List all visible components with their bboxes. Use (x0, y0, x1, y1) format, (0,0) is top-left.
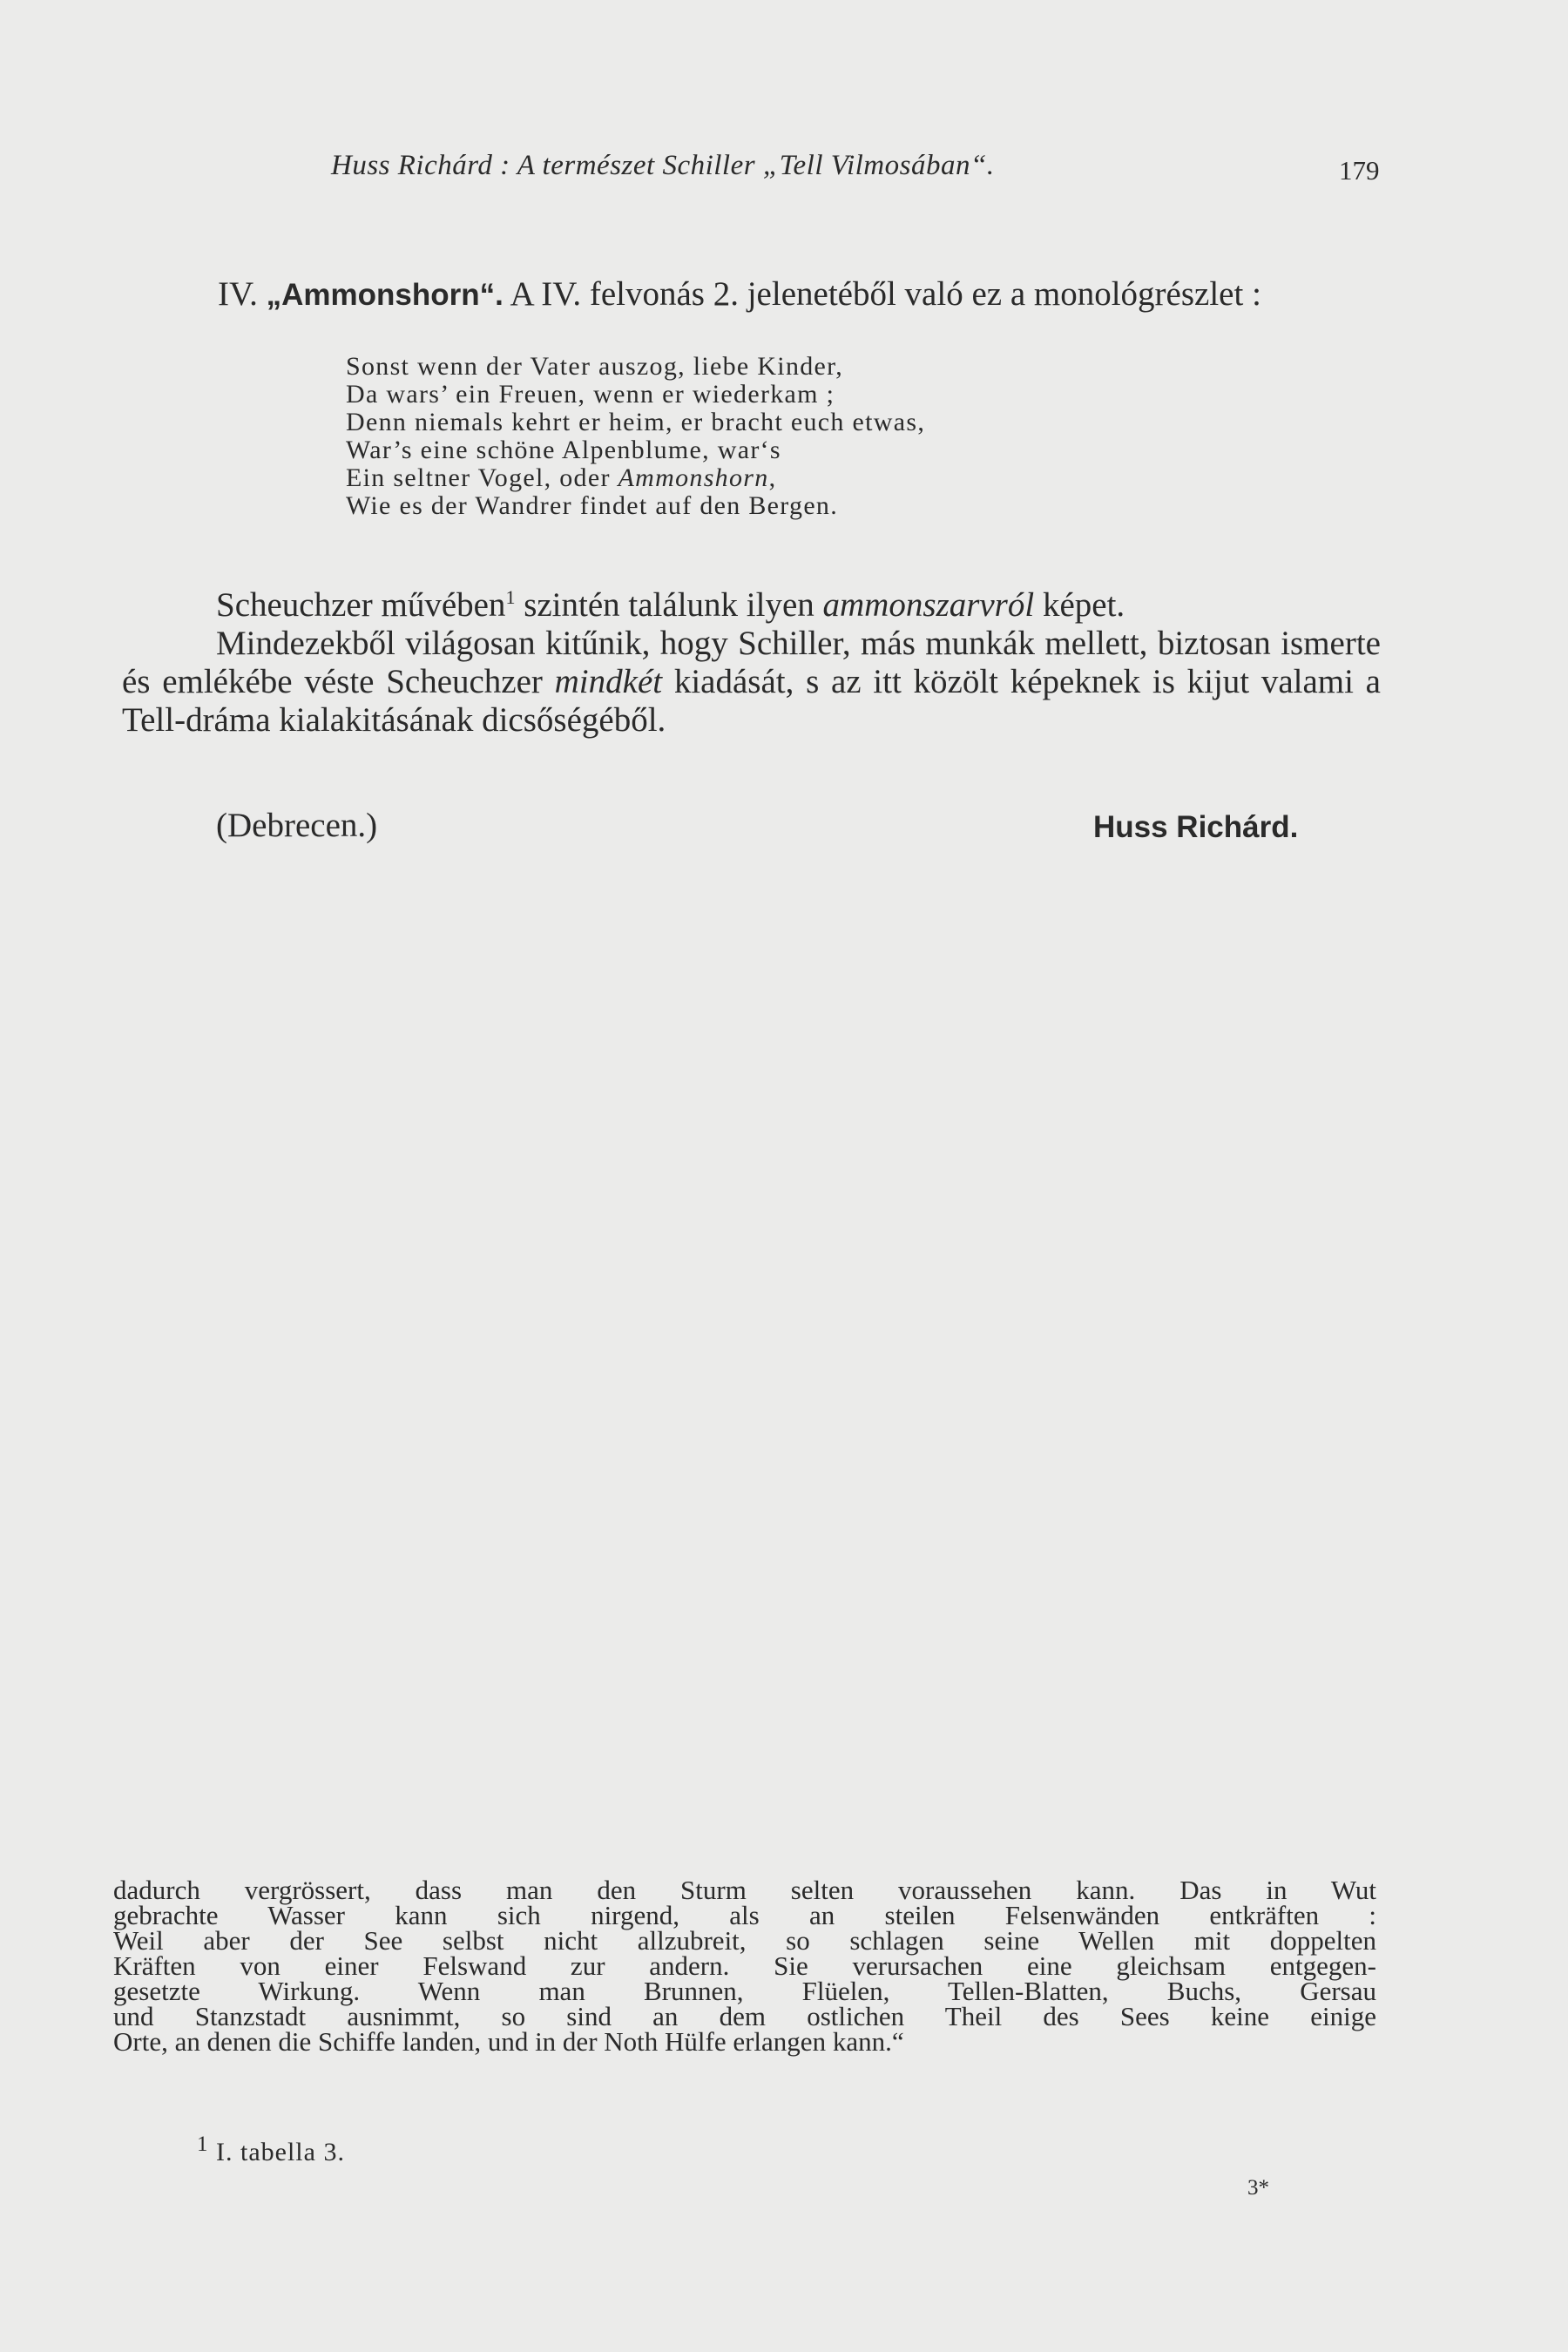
footnote-continuation (113, 1875, 1376, 2057)
footnote-line: und Stanzstadt ausnimmt, so sind an dem ostlichen Theil des Sees keine einige (113, 2001, 1376, 2031)
footnote-ref: 1 (505, 586, 516, 608)
text-run: Mindezekből világosan kitűnik, hogy Schiller, más munkák mellett, biztosan ismerte és emlékébe véste Scheuchzer (122, 625, 1381, 700)
poem-punctuation: , (768, 463, 777, 492)
footnote-line: Weil aber der See selbst nicht allzubreit, so schlagen seine Wellen mit doppelten (113, 1925, 1376, 1956)
poem-line: Sonst wenn der Vater auszog, liebe Kinder, (346, 352, 844, 381)
footnote-line: dadurch vergrössert, dass man den Sturm selten voraussehen kann. Das in Wut (113, 1875, 1376, 1905)
text-run: kiadását, s az itt közölt képeknek is kijut valami a Tell-dráma kialakitásának dicsőségéből. (122, 663, 1381, 739)
text-run: képet. (1034, 586, 1125, 624)
footnote-text: I. tabella 3. (208, 2138, 345, 2166)
poem-line: War’s eine schöne Alpenblume, war‘s (346, 436, 781, 464)
footnote (197, 2132, 345, 2167)
section-intro: A IV. felvonás 2. jelenetéből való ez a monológrészlet : (510, 275, 1261, 313)
footnote-line: Orte, an denen die Schiffe landen, und in der Noth Hülfe erlangen kann.“ (113, 2026, 904, 2057)
text-run: szintén találunk ilyen (515, 586, 823, 624)
footnote-line: gebrachte Wasser kann sich nirgend, als an steilen Felsenwänden entkräften : (113, 1900, 1376, 1930)
italic-term: mindkét (554, 663, 663, 700)
printer-signature-mark: 3* (1247, 2176, 1269, 2200)
poem-line-text: Ein seltner Vogel, oder (346, 463, 618, 492)
italic-term: ammonszarvról (822, 586, 1035, 624)
poem-line: Denn niemals kehrt er heim, er bracht euch etwas, (346, 408, 926, 436)
section-title: „Ammonshorn“. (266, 278, 504, 312)
section-heading (122, 277, 1394, 313)
footnote-line: gesetzte Wirkung. Wenn man Brunnen, Flüelen, Tellen-Blatten, Buchs, Gersau (113, 1976, 1376, 2006)
poem-line: Da wars’ ein Freuen, wenn er wiederkam ; (346, 380, 835, 409)
body-text (122, 586, 1381, 740)
author-signature: Huss Richárd. (1093, 810, 1299, 844)
footnote-line: Kräften von einer Felswand zur andern. Sie verursachen eine gleichsam entgegen- (113, 1950, 1376, 1981)
running-head: Huss Richárd : A természet Schiller „Tell Vilmosában“. (331, 150, 995, 181)
place-of-writing: (Debrecen.) (216, 807, 378, 844)
text-run: Scheuchzer művében (216, 586, 506, 624)
footnote-marker: 1 (197, 2132, 209, 2156)
paragraph (122, 586, 1381, 625)
poem-italic-word: Ammonshorn (618, 463, 769, 492)
section-number: IV. (218, 275, 258, 313)
poem-quote (346, 353, 925, 520)
poem-line: Wie es der Wandrer findet auf den Bergen. (346, 491, 839, 520)
page-number: 179 (1339, 155, 1380, 186)
poem-line (346, 464, 925, 492)
paragraph (122, 625, 1381, 740)
